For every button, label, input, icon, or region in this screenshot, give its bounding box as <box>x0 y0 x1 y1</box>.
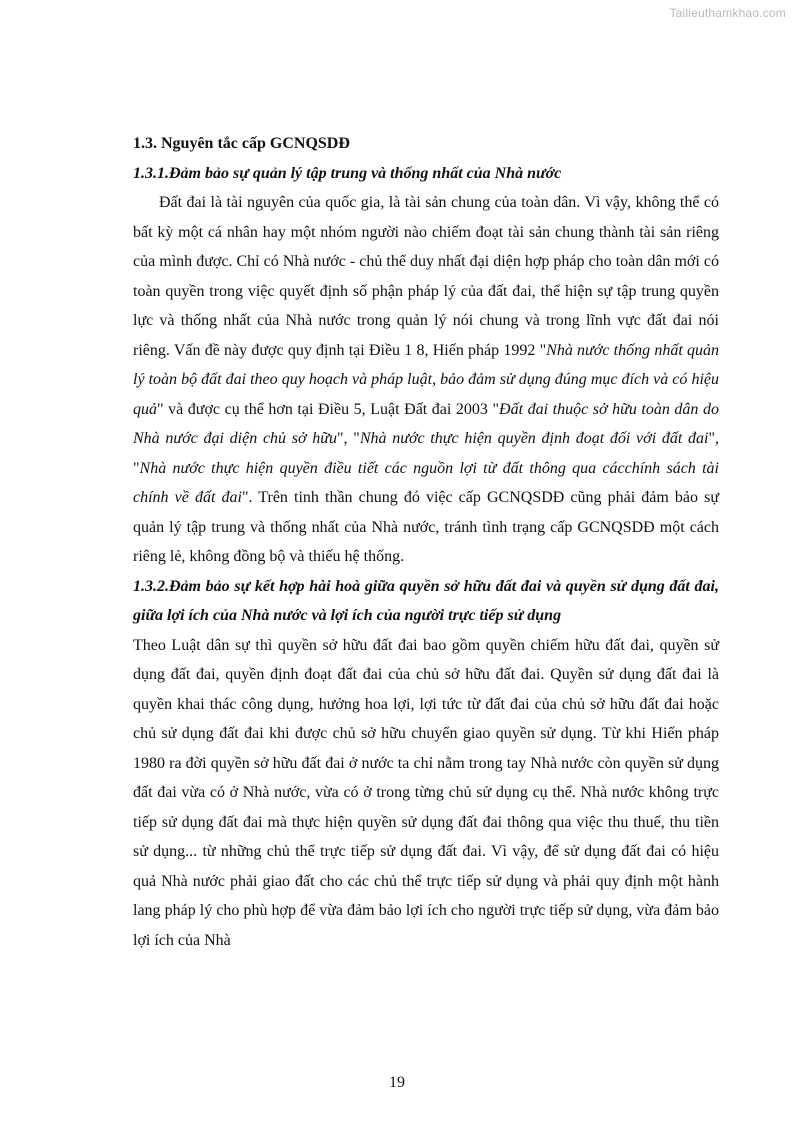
section-heading: 1.3. Nguyên tắc cấp GCNQSDĐ <box>133 135 350 152</box>
paragraph-2: Theo Luật dân sự thì quyền sở hữu đất đai bao gồm quyền chiếm hữu đất đai, quyền sử dụng đất đai, quyền định đoạt đất đai của chủ sở hữu đất đai. Quyền sử dụng đất đai là quyền khai thác công dụng, hưởng hoa lợi, lợi tức từ đất đai của chủ sở hữu đất đai hoặc chủ sử dụng đất đai khi được chủ sở hữu chuyển giao quyền sử dụng. Từ khi Hiến pháp 1980 ra đời quyền sở hữu đất đai ở nước ta chỉ nằm trong tay Nhà nước còn quyền sử dụng đất đai vừa có ở Nhà nước, vừa có ở trong từng chủ sử dụng cụ thể. Nhà nước không trực tiếp sử dụng đất đai mà thực hiện quyền sử dụng đất đai thông qua việc thu thuế, thu tiền sử dụng... từ những chủ thể trực tiếp sử dụng đất đai. Vì vậy, để sử dụng đất đai có hiệu quả Nhà nước phải giao đất cho các chủ thể trực tiếp sử dụng và phải quy định một hành lang pháp lý cho phù hợp để vừa đảm bảo lợi ích cho người trực tiếp sử dụng, vừa đảm bảo lợi ích của Nhà <box>133 636 719 949</box>
page-number: 19 <box>389 1074 405 1091</box>
subsection-heading-2: 1.3.2.Đảm bảo sự kết hợp hài hoà giữa quyền sở hữu đất đai và quyền sử dụng đất đai, giữa lợi ích của Nhà nước và lợi ích của người trực tiếp sử dụng <box>133 577 719 624</box>
subsection-heading-1: 1.3.1.Đảm bảo sự quản lý tập trung và thống nhất của Nhà nước <box>133 164 562 182</box>
paragraph-1: Đất đai là tài nguyên của quốc gia, là tài sản chung của toàn dân. Vì vậy, không thể có bất kỳ một cá nhân hay một nhóm người nào chiếm đoạt tài sản chung thành tài sản riêng của mình được. Chỉ có Nhà nước - chủ thể duy nhất đại diện hợp pháp cho toàn dân mới có toàn quyền trong việc quyết định số phận pháp lý của đất đai, thể hiện sự tập trung quyền lực và thống nhất của Nhà nước trong quản lý nói chung và trong lĩnh vực đất đai nói riêng. Vấn đề này được quy định tại Điều 1 8, Hiến pháp 1992 "Nhà nước thống nhất quản lý toàn bộ đất đai theo quy hoạch và pháp luật, bảo đảm sử dụng đúng mục đích và có hiệu quả" và được cụ thể hơn tại Điều 5, Luật Đất đai 2003 "Đất đai thuộc sở hữu toàn dân do Nhà nước đại diện chủ sở hữu", "Nhà nước thực hiện quyền định đoạt đối với đất đai", "Nhà nước thực hiện quyền điều tiết các nguồn lợi từ đất thông qua cácchính sách tài chính về đất đai". Trên tinh thần chung đó việc cấp GCNQSDĐ cũng phải đảm bảo sự quản lý tập trung và thống nhất của Nhà nước, tránh tình trạng cấp GCNQSDĐ một cách riêng lẻ, không đồng bộ và thiếu hệ thống. <box>133 194 720 565</box>
watermark: Tailieuthamkhao.com <box>669 6 786 20</box>
quote-land-law-ownership: Đất đai thuộc sở hữu toàn dân do Nhà nước đại diện chủ sở hữu <box>133 400 719 447</box>
page-body <box>133 129 719 955</box>
quote-land-law-regulation: Nhà nước thực hiện quyền điều tiết các nguồn lợi từ đất thông qua cácchính sách tài chính về đất đai <box>133 459 719 506</box>
quote-land-law-disposition: Nhà nước thực hiện quyền định đoạt đối với đất đai <box>359 430 709 447</box>
quote-constitution: Nhà nước thống nhất quản lý toàn bộ đất đai theo quy hoạch và pháp luật, bảo đảm sử dụng đúng mục đích và có hiệu quả <box>133 341 719 418</box>
